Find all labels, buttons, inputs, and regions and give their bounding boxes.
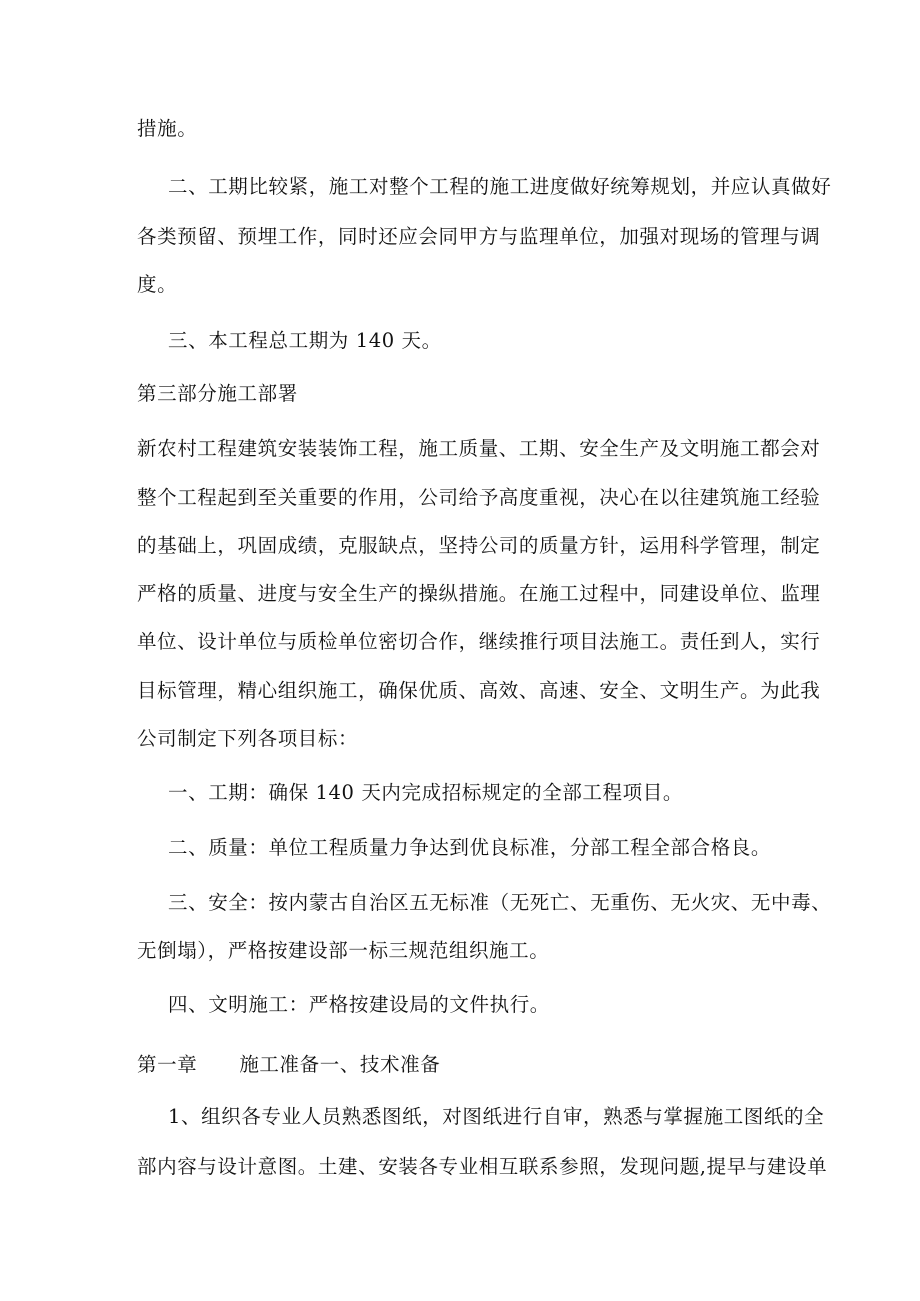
paragraph-line: 措施。 — [137, 117, 198, 140]
paragraph-line: 单位、设计单位与质检单位密切合作，继续推行项目法施工。责任到人，实行 — [137, 630, 821, 653]
paragraph-line: 公司制定下列各项目标： — [137, 727, 359, 750]
paragraph-line: 严格的质量、进度与安全生产的操纵措施。在施工过程中，同建设单位、监理 — [137, 582, 821, 605]
chapter-heading — [137, 1052, 440, 1078]
paragraph-line: 二、工期比较紧，施工对整个工程的施工进度做好统筹规划，并应认真做好 — [168, 175, 832, 198]
paragraph-line: 四、文明施工：严格按建设局的文件执行。 — [168, 993, 550, 1016]
chapter-number: 第一章 — [137, 1053, 198, 1076]
paragraph-line: 的基础上，巩固成绩，克服缺点，坚持公司的质量方针，运用科学管理，制定 — [137, 534, 821, 557]
paragraph-line: 新农村工程建筑安装装饰工程，施工质量、工期、安全生产及文明施工都会对 — [137, 437, 821, 460]
paragraph-line: 三、本工程总工期为 140 天。 — [168, 329, 442, 352]
paragraph-line: 1、组织各专业人员熟悉图纸，对图纸进行自审，熟悉与掌握施工图纸的全 — [168, 1105, 825, 1128]
chapter-title: 施工准备一、技术准备 — [239, 1053, 441, 1076]
paragraph-line: 目标管理，精心组织施工，确保优质、高效、高速、安全、文明生产。为此我 — [137, 679, 821, 702]
paragraph-line: 一、工期：确保 140 天内完成招标规定的全部工程项目。 — [168, 781, 683, 804]
paragraph-line: 部内容与设计意图。土建、安装各专业相互联系参照，发现问题,提早与建设单 — [137, 1155, 828, 1178]
paragraph-line: 三、安全：按内蒙古自治区五无标准（无死亡、无重伤、无火灾、无中毒、 — [168, 891, 832, 914]
paragraph-line: 整个工程起到至关重要的作用，公司给予高度重视，决心在以往建筑施工经验 — [137, 486, 821, 509]
paragraph-line: 无倒塌），严格按建设部一标三规范组织施工。 — [137, 939, 550, 962]
paragraph-line: 各类预留、预埋工作，同时还应会同甲方与监理单位，加强对现场的管理与调 — [137, 225, 821, 248]
paragraph-line: 二、质量：单位工程质量力争达到优良标准，分部工程全部合格良。 — [168, 836, 772, 859]
paragraph-line: 度。 — [137, 273, 178, 296]
section-heading: 第三部分施工部署 — [137, 382, 298, 405]
